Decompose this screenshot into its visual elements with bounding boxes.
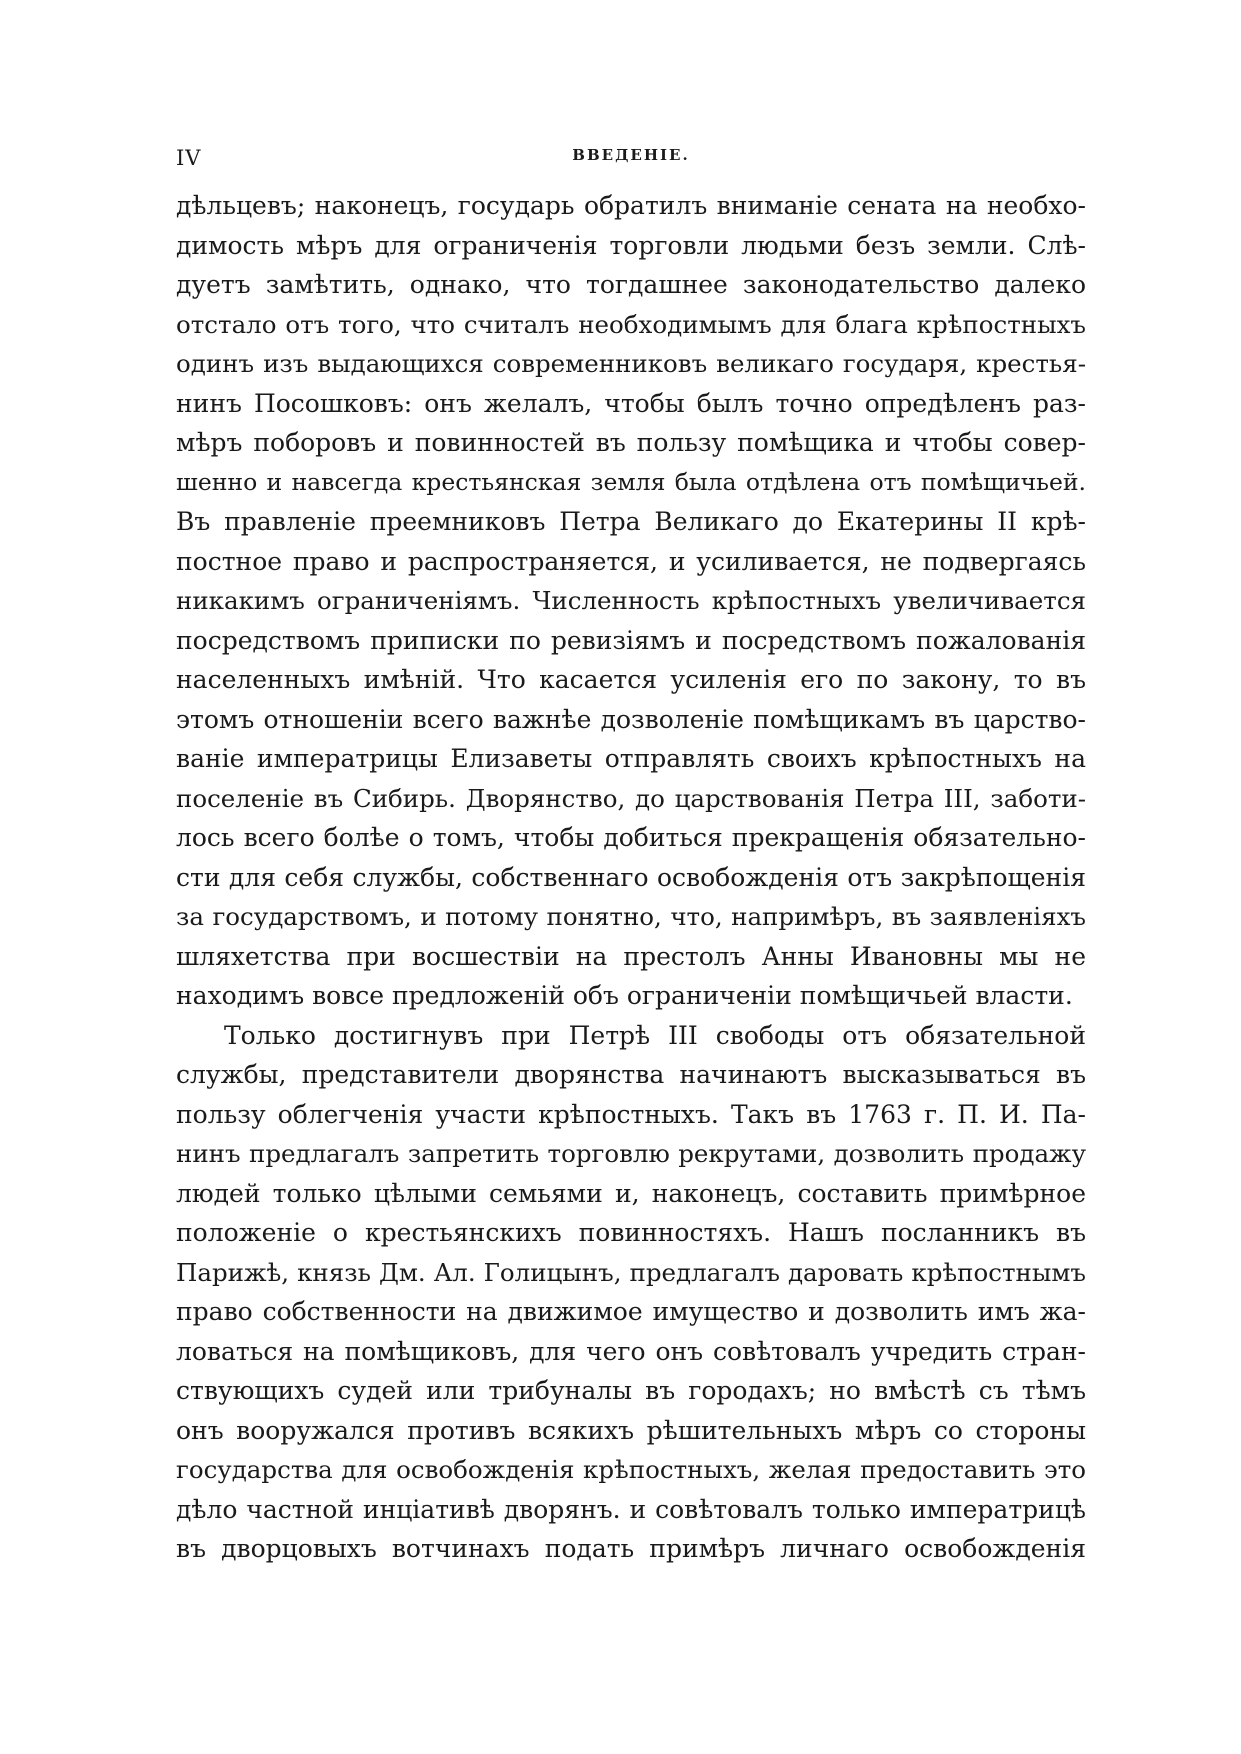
text-line: дуетъ замѣтить, однако, что тогдашнее законодательство далеко xyxy=(176,270,1086,299)
text-line: государства для освобожденія крѣпостныхъ, желая предоставить это xyxy=(176,1455,1086,1484)
running-head xyxy=(176,146,1086,176)
text-line: ствующихъ судей или трибуналы въ городахъ; но вмѣстѣ съ тѣмъ xyxy=(176,1376,1086,1405)
text-line: Въ правленіе преемниковъ Петра Великаго до Екатерины II крѣ- xyxy=(176,507,1086,536)
text-line: Только достигнувъ при Петрѣ III свободы отъ обязательной xyxy=(224,1020,1086,1050)
text-line: поселеніе въ Сибирь. Дворянство, до царствованія Петра III, заботи- xyxy=(176,783,1086,813)
text-line: посредствомъ приписки по ревизіямъ и посредствомъ пожалованія xyxy=(176,625,1086,655)
text-line: онъ вооружался противъ всякихъ рѣшительныхъ мѣръ со стороны xyxy=(176,1415,1086,1445)
text-line: ловаться на помѣщиковъ, для чего онъ совѣтовалъ учредить стран- xyxy=(176,1336,1086,1366)
text-line: постное право и распространяется, и усиливается, не подвергаясь xyxy=(176,546,1086,576)
page-number: IV xyxy=(176,146,202,170)
text-line: дѣльцевъ; наконецъ, государь обратилъ вниманіе сената на необхо- xyxy=(176,191,1086,220)
text-line: населенныхъ имѣній. Что касается усиленія его по закону, то въ xyxy=(176,665,1086,694)
text-line: этомъ отношеніи всего важнѣе дозволеніе помѣщикамъ въ царство- xyxy=(176,704,1086,734)
text-line: въ дворцовыхъ вотчинахъ подать примѣръ личнаго освобожденія xyxy=(176,1534,1086,1563)
text-body xyxy=(176,186,1086,1569)
text-line: отстало отъ того, что считалъ необходимымъ для блага крѣпостныхъ xyxy=(176,309,1086,339)
text-line: никакимъ ограниченіямъ. Численность крѣпостныхъ увеличивается xyxy=(176,586,1086,615)
text-line: службы, представители дворянства начинаютъ высказываться въ xyxy=(176,1060,1086,1089)
section-title: ВВЕДЕНІЕ. xyxy=(572,146,690,164)
text-line: право собственности на движимое имущество и дозволить имъ жа- xyxy=(176,1297,1086,1326)
text-line: за государствомъ, и потому понятно, что, напримѣръ, въ заявленіяхъ xyxy=(176,902,1086,931)
text-line: положеніе о крестьянскихъ повинностяхъ. Нашъ посланникъ въ xyxy=(176,1218,1086,1247)
text-line: лось всего болѣе о томъ, чтобы добиться прекращенія обязательно- xyxy=(176,823,1086,852)
text-line: пользу облегченія участи крѣпостныхъ. Такъ въ 1763 г. П. И. Па- xyxy=(176,1099,1086,1129)
text-line: шенно и навсегда крестьянская земля была отдѣлена отъ помѣщичьей. xyxy=(176,467,1086,496)
text-line: димость мѣръ для ограниченія торговли людьми безъ земли. Слѣ- xyxy=(176,230,1086,260)
text-line: нинъ Посошковъ: онъ желалъ, чтобы былъ точно опредѣленъ раз- xyxy=(176,388,1086,418)
text-line: ваніе императрицы Елизаветы отправлять своихъ крѣпостныхъ на xyxy=(176,744,1086,773)
text-line: Парижѣ, князь Дм. Ал. Голицынъ, предлагалъ даровать крѣпостнымъ xyxy=(176,1257,1086,1287)
text-line: сти для себя службы, собственнаго освобожденія отъ закрѣпощенія xyxy=(176,862,1086,892)
text-line: нинъ предлагалъ запретить торговлю рекрутами, дозволить продажу xyxy=(176,1139,1086,1168)
text-line: находимъ вовсе предложеній объ ограниченіи помѣщичьей власти. xyxy=(176,981,1073,1010)
text-line: шляхетства при восшествіи на престолъ Анны Ивановны мы не xyxy=(176,941,1086,971)
text-line: людей только цѣлыми семьями и, наконецъ, составить примѣрное xyxy=(176,1178,1086,1208)
text-line: дѣло частной инціативѣ дворянъ. и совѣтовалъ только императрицѣ xyxy=(176,1494,1086,1524)
text-line: одинъ изъ выдающихся современниковъ великаго государя, крестья- xyxy=(176,349,1086,378)
text-line: мѣръ поборовъ и повинностей въ пользу помѣщика и чтобы совер- xyxy=(176,428,1086,457)
